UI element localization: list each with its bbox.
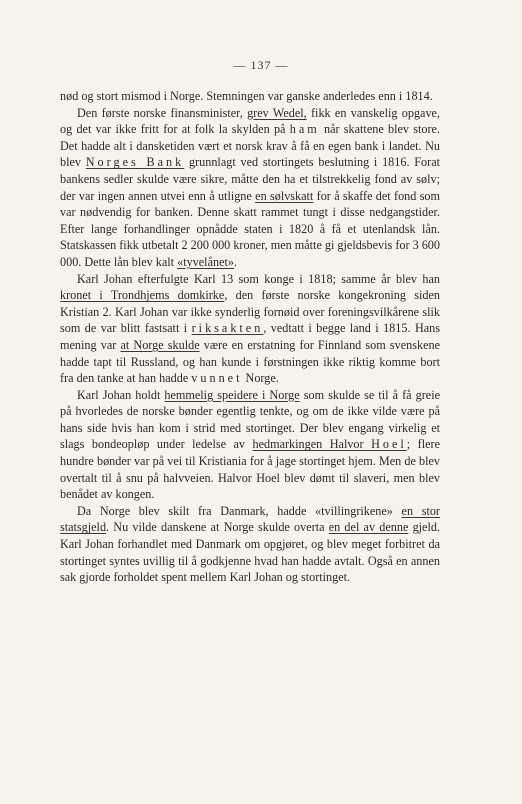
underlined-text-segment: «tyvelånet»	[177, 254, 234, 269]
underlined-text-segment: en stor statsgjeld	[60, 503, 440, 535]
body-text	[60, 88, 440, 586]
spaced-text-segment: vunnet	[191, 371, 243, 386]
underlined-spaced-text-segment: riksakten	[191, 321, 264, 336]
paragraph	[60, 105, 440, 271]
text-segment: nød og stort mismod i Norge. Stemningen var ganske anderledes enn i 1814.	[60, 89, 433, 103]
text-segment: Da Norge blev skilt fra Danmark, hadde «tvillingrikene»	[77, 503, 402, 518]
underlined-text-segment: kronet i Trondhjems domkirke	[60, 288, 225, 303]
underlined-text-segment: en del av denne	[328, 520, 409, 535]
text-segment: Den første norske finansminister,	[77, 105, 248, 120]
paragraph	[60, 503, 440, 586]
paragraph	[60, 88, 440, 105]
underlined-text-segment: en sølvskatt	[255, 188, 314, 203]
text-segment: ; flere hundre bønder var på vei til Kristiania for å jage stortinget hjem. Men de blev overtalt til å snu på halvveien. Halvor Hoel blev dømt til slaveri, men blev benådet av kongen.	[60, 437, 440, 502]
text-segment: .	[233, 254, 238, 269]
text-segment: når skattene blev store. Det hadde alt i dansketiden vært et norsk krav å få en egen bank i landet. Nu blev	[60, 122, 440, 170]
text-segment: fikk en vanskelig opgave, og det var ikke fritt for at folk la skylden på	[60, 105, 440, 137]
underlined-spaced-text-segment: Hoel	[371, 437, 407, 452]
text-segment: Norge.	[242, 371, 279, 386]
page-number: — 137 —	[233, 58, 289, 72]
spaced-text-segment: ham	[289, 122, 320, 137]
text-segment: grunnlagt ved stortingets beslutning i 1816. Forat bankens sedler skulde være sikre, måtte den ha et tilstrekkelig fond av sølv; der var ingen annen utvei enn å utligne	[60, 155, 440, 203]
underlined-text-segment: hedmarkingen Halvor	[252, 437, 372, 452]
underlined-text-segment: hemmelig speidere i Norge	[164, 387, 300, 402]
paragraph	[60, 387, 440, 503]
text-segment: gjeld. Karl Johan forhandlet med Danmark om opgjøret, og blev meget forbitret da stortinget syntes uvillig til å godkjenne hvad han hadde avtalt. Også en annen sak gjorde forholdet spent mellem Karl Johan og stortinget.	[60, 520, 440, 585]
text-segment: Karl Johan holdt	[77, 387, 165, 402]
text-segment: som skulde se til å få greie på hvorledes de norske bønder egentlig tenkte, og om de ikke vilde være på hans side hvis han kom i strid med stortinget. Der blev engang virkelig et slags bondeopløp under ledelse av	[60, 387, 440, 452]
underlined-text-segment: at Norge skulde	[120, 337, 200, 352]
underlined-spaced-text-segment: Norges Bank	[85, 155, 185, 170]
text-segment: , den første norske kongekroning siden Kristian 2. Karl Johan var ikke synderlig fornøid over foreningsvilkårene slik som de var blitt fastsatt i	[60, 288, 440, 336]
text-segment: Karl Johan efterfulgte Karl 13 som konge i 1818; samme år blev han	[77, 271, 440, 286]
text-segment: , vedtatt i begge land i 1815. Hans mening var	[60, 321, 440, 352]
text-segment: for å skaffe det fond som var nødvendig for banken. Denne skatt rammet tungt i disse nedgangstider. Efter lange forhandlinger opnådde staten i 1820 å få et utenlandsk lån. Statskassen fikk utbetalt 2 200 000 kroner, men måtte gi gjeldsbevis for 3 600 000. Dette lån blev kalt	[60, 188, 441, 269]
paragraph	[60, 271, 440, 387]
text-segment: være en erstatning for Finnland som svenskene hadde tapt til Russland, og han kunde i førstningen ikke riktig komme bort fra den tanke at han hadde	[60, 337, 440, 386]
underlined-text-segment: grev Wedel,	[247, 105, 307, 120]
text-segment: . Nu vilde danskene at Norge skulde overta	[106, 520, 329, 535]
